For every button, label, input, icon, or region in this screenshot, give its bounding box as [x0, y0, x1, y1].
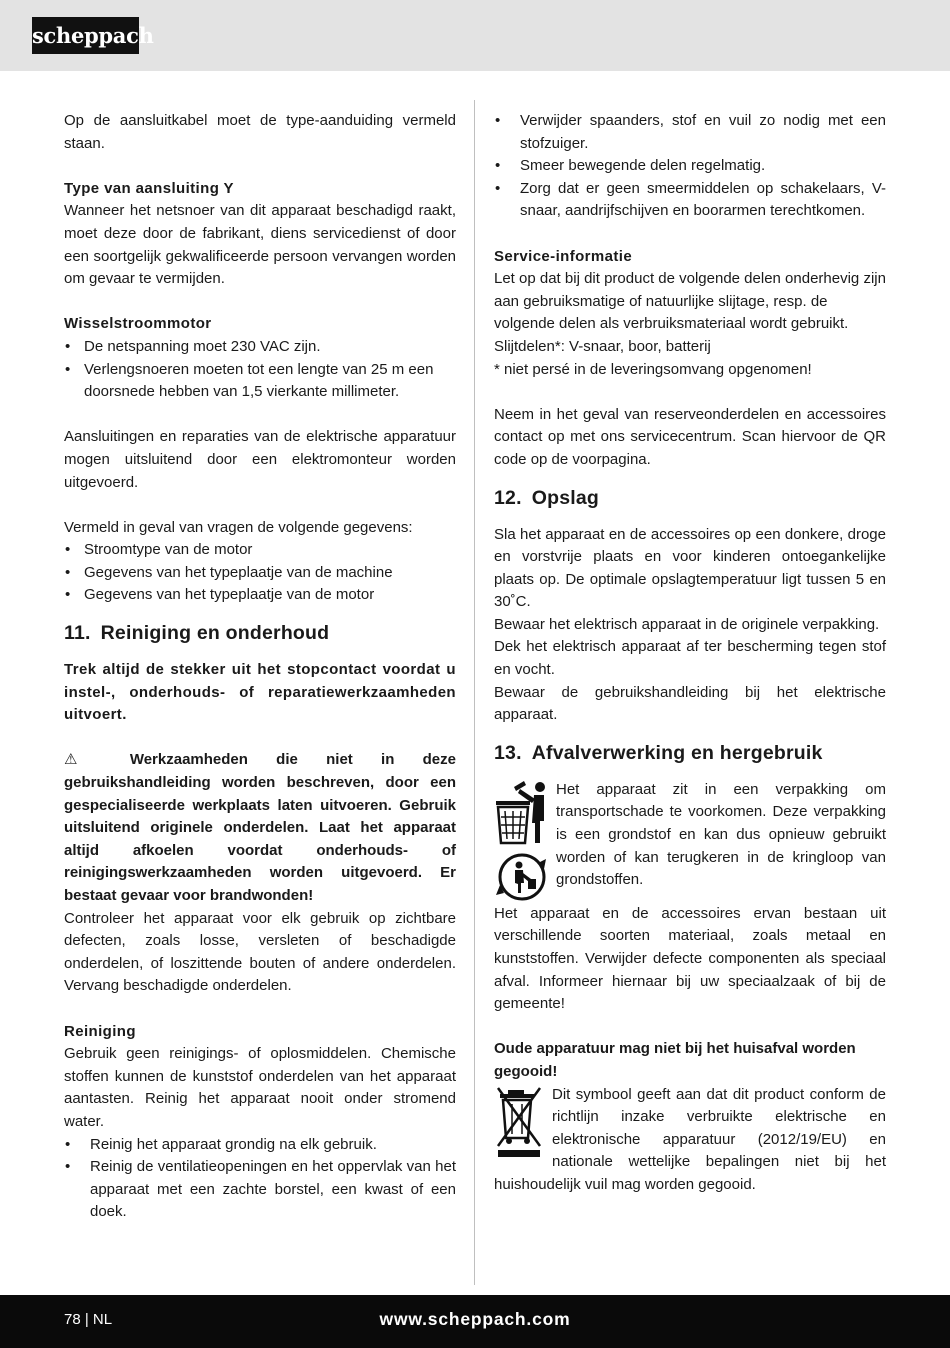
cleaning-heading: Reiniging: [64, 1022, 136, 1040]
storage-text: Bewaar het elektrisch apparaat in de originele verpakking.: [494, 615, 880, 633]
type-y-text: Wanneer het netsnoer van dit apparaat beschadigd raakt, moet deze door de fabrikant, diens servicedienst of door een soortgelijk gekwalificeerde persoon vervangen worden om gevaar te vermijden.: [64, 202, 456, 288]
weee-icon-wrap: [494, 1084, 550, 1158]
service-text: Let op dat bij dit product de volgende delen onderhevig zijn aan gebruiksmatige of natuurlijke slijtage, resp. de volgende delen als verbruiksmateriaal wordt gebruikt.: [494, 270, 886, 333]
service-heading: Service-informatie: [494, 247, 633, 265]
connections-text: Aansluitingen en reparaties van de elektrische apparatuur mogen uitsluitend door een elektromonteur worden uitgevoerd.: [64, 428, 456, 491]
left-column: [64, 110, 456, 1224]
cleaning-list: [64, 1134, 456, 1224]
delivery-note: * niet persé in de leveringsomvang opgenomen!: [494, 360, 812, 378]
packaging-text: Het apparaat zit in een verpakking om transportschade te voorkomen. Deze verpakking is een grondstof en kan dus opnieuw gebruikt worden of kan terugkeren in de kringloop van grondstoffen.: [556, 780, 886, 889]
column-divider: [474, 100, 475, 1285]
storage-text: Sla het apparaat en de accessoires op een donkere, droge en vorstvrije plaats en voor kinderen ontoegankelijke plaats op. De optimale opslagtemperatuur ligt tussen 5 en 30˚C.: [494, 525, 886, 611]
section-number: 13.: [494, 741, 522, 764]
weee-text: Dit symbool geeft aan dat dit product conform de richtlijn inzake verbruikte elektrische en elektronische apparatuur (2012/19/EU) en nationale wettelijke bepalingen niet bij het huishoudelijk vuil mag worden gegooid.: [494, 1085, 886, 1193]
disposal-icons: [494, 779, 554, 903]
caution-text: Werkzaamheden die niet in deze gebruikshandleiding worden beschreven, door een gespecialiseerde werkplaats laten uitvoeren. Gebruik uitsluitend originele onderdelen. Laat het apparaat altijd afkoelen voordat onderhouds- of reinigingswerkzaamheden worden uitgevoerd. Er bestaat gevaar voor brandwonden!: [64, 751, 456, 904]
section-title: Reiniging en onderhoud: [100, 622, 330, 645]
footer-bar: [0, 1295, 950, 1348]
caution-paragraph: [64, 749, 456, 907]
warning-triangle-icon: ⚠: [64, 751, 102, 769]
section-12-heading: [494, 484, 886, 512]
recycle-icon: [494, 851, 550, 903]
spare-parts-text: Neem in het geval van reserveonderdelen en accessoires contact op met ons servicecentrum. Scan hiervoor de QR code op de voorpagina.: [494, 405, 886, 468]
questions-intro: Vermeld in geval van vragen de volgende gegevens:: [64, 518, 413, 536]
section-title: Afvalverwerking en hergebruik: [531, 741, 823, 764]
list-item: • De netspanning moet 230 VAC zijn.: [64, 336, 456, 359]
crossed-bin-icon: [494, 1084, 544, 1158]
list-item: • Verwijder spaanders, stof en vuil zo nodig met een stofzuiger.: [494, 110, 886, 155]
header-bar: [0, 0, 950, 71]
unplug-warning: Trek altijd de stekker uit het stopcontact voordat u instel-, onderhouds- of reparatiewerkzaamheden uitvoert.: [64, 661, 456, 724]
list-item: • Smeer bewegende delen regelmatig.: [494, 155, 886, 178]
right-column: [494, 110, 886, 1197]
type-y-heading: Type van aansluiting Y: [64, 179, 234, 197]
motor-heading: Wisselstroommotor: [64, 315, 212, 333]
storage-text: Dek het elektrisch apparaat af ter bescherming tegen stof en vocht.: [494, 638, 886, 679]
wear-parts: Slijtdelen*: V-snaar, boor, batterij: [494, 337, 711, 355]
list-item: • Gegevens van het typeplaatje van de motor: [64, 584, 456, 607]
brand-logo: scheppach: [32, 17, 139, 54]
list-item: • Stroomtype van de motor: [64, 539, 456, 562]
page-number: 78 | NL: [64, 1311, 113, 1328]
questions-list: [64, 539, 456, 607]
list-item: • Verlengsnoeren moeten tot een lengte van 25 m een doorsnede hebben van 1,5 vierkante millimeter.: [64, 359, 456, 404]
section-number: 11.: [64, 622, 91, 645]
list-item: • Zorg dat er geen smeermiddelen op schakelaars, V-snaar, aandrijfschijven en boorarmen terechtkomen.: [494, 178, 886, 223]
inspection-text: Controleer het apparaat voor elk gebruik op zichtbare defecten, zoals losse, versleten of beschadigde onderdelen, of loszittende bouten of andere onderdelen. Vervang beschadigde onderdelen.: [64, 909, 456, 995]
motor-list: [64, 336, 456, 404]
section-11-heading: [64, 619, 456, 647]
list-item: • Reinig het apparaat grondig na elk gebruik.: [64, 1134, 456, 1157]
section-number: 12.: [494, 486, 522, 509]
trash-disposal-icon: [494, 779, 550, 845]
website-url: www.scheppach.com: [379, 1309, 571, 1329]
weee-warning: Oude apparatuur mag niet bij het huisafval worden gegooid!: [494, 1040, 856, 1080]
maintenance-list: [494, 110, 886, 223]
storage-text: Bewaar de gebruikshandleiding bij het elektrische apparaat.: [494, 683, 886, 724]
section-13-heading: [494, 739, 886, 767]
cable-type-intro: Op de aansluitkabel moet de type-aanduiding vermeld staan.: [64, 112, 456, 152]
section-title: Opslag: [531, 486, 600, 509]
cleaning-text: Gebruik geen reinigings- of oplosmiddelen. Chemische stoffen kunnen de kunststof onderdelen van het apparaat aantasten. Reinig het apparaat nooit onder stromend water.: [64, 1045, 456, 1130]
list-item: • Reinig de ventilatieopeningen en het oppervlak van het apparaat met een zachte borstel, een kwast of een doek.: [64, 1156, 456, 1224]
materials-text: Het apparaat en de accessoires ervan bestaan uit verschillende soorten materiaal, zoals metaal en kunststoffen. Verwijder defecte componenten als speciaal afval. Informeer hiernaar bij uw speciaalzaak of bij de gemeente!: [494, 904, 886, 1013]
list-item: • Gegevens van het typeplaatje van de machine: [64, 562, 456, 585]
